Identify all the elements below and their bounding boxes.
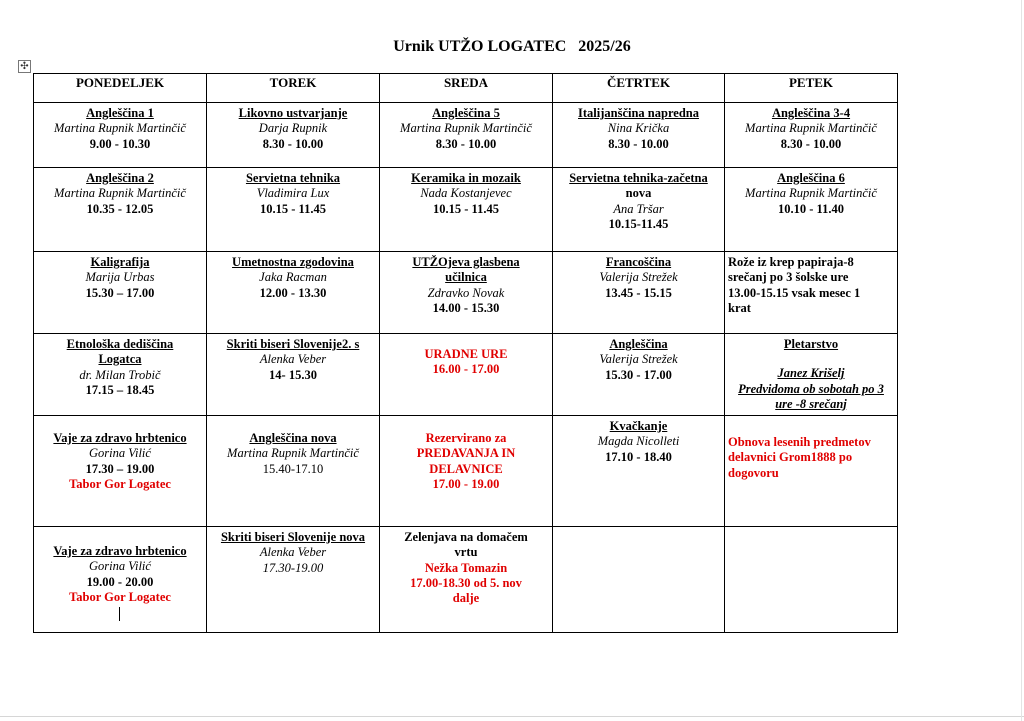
schedule-cell — [725, 416, 898, 527]
instructor-name: Gorina Vilić — [89, 446, 151, 461]
course-title-line-1: Etnološka dediščina — [66, 337, 174, 351]
schedule-cell — [725, 334, 898, 416]
course-title-line-1: Zelenjava na domačem — [404, 530, 528, 544]
instructor-name: Alenka Veber — [259, 545, 327, 560]
table-row — [34, 416, 898, 527]
instructor-name: Alenka Veber — [259, 352, 327, 367]
time-range: 15.40-17.10 — [262, 461, 324, 476]
schedule-cell — [34, 527, 207, 633]
schedule-cell — [725, 252, 898, 334]
time-range: 17.00-18.30 od 5. nov — [410, 575, 522, 590]
instructor-name: dr. Milan Trobič — [79, 367, 161, 382]
schedule-cell — [380, 168, 553, 252]
time-range: 14- 15.30 — [269, 367, 317, 382]
schedule-cell — [34, 168, 207, 252]
workshop-note-line-3: dogovoru — [728, 465, 779, 480]
reserved-time: 17.00 - 19.00 — [432, 476, 500, 491]
instructor-name: Darja Rupnik — [258, 121, 328, 136]
instructor-name: Jaka Racman — [259, 270, 327, 285]
course-title: Umetnostna zgodovina — [232, 255, 354, 269]
instructor-name: Martina Rupnik Martinčič — [400, 121, 532, 136]
course-title: Angleščina 3-4 — [771, 106, 851, 120]
instructor-name: Nada Kostanjevec — [420, 186, 512, 201]
empty-cell — [553, 527, 725, 633]
table-row — [34, 252, 898, 334]
time-range: 17.30 – 19.00 — [85, 461, 155, 476]
course-title: Angleščina — [609, 337, 668, 351]
time-range: 17.10 - 18.40 — [605, 449, 672, 464]
schedule-cell — [725, 168, 898, 252]
instructor-name: Gorina Vilić — [89, 559, 151, 574]
schedule-cell — [380, 334, 553, 416]
office-hours-time: 16.00 - 17.00 — [432, 362, 500, 377]
schedule-cell — [380, 527, 553, 633]
header-row — [34, 74, 898, 103]
instructor-name: Martina Rupnik Martinčič — [54, 186, 186, 201]
instructor-name: Ana Tršar — [613, 201, 664, 216]
schedule-cell — [207, 334, 380, 416]
time-range: 8.30 - 10.00 — [435, 136, 497, 151]
course-title: Pletarstvo — [783, 337, 839, 351]
time-range: 15.30 - 17.00 — [605, 367, 672, 382]
schedule-cell — [34, 252, 207, 334]
instructor-name: Martina Rupnik Martinčič — [745, 121, 877, 136]
location-label: Tabor Gor Logatec — [69, 476, 171, 491]
time-range: 10.15 - 11.45 — [260, 201, 326, 216]
schedule-cell — [207, 527, 380, 633]
course-title-line-2: Logatca — [98, 352, 142, 367]
schedule-cell — [725, 103, 898, 168]
day-header-tuesday: TOREK — [207, 74, 380, 103]
instructor-name: Valerija Strežek — [599, 352, 678, 367]
time-range: 10.10 - 11.40 — [778, 201, 844, 216]
course-title: Skriti biseri Slovenije2. s — [226, 337, 360, 351]
page-bottom-edge — [0, 716, 1024, 717]
course-title-line-1: Servietna tehnika-začetna — [569, 171, 708, 185]
course-title: Vaje za zdravo hrbtenico — [53, 544, 187, 558]
empty-cell — [725, 527, 898, 633]
course-title: Angleščina 1 — [86, 106, 154, 120]
day-header-friday: PETEK — [725, 74, 898, 103]
instructor-name: Marija Urbas — [85, 270, 155, 285]
schedule-cell — [207, 168, 380, 252]
location-label: Tabor Gor Logatec — [69, 589, 171, 604]
move-anchor-icon[interactable]: ✣ — [18, 60, 31, 73]
instructor-name: Martina Rupnik Martinčič — [745, 186, 877, 201]
course-title: Kvačkanje — [609, 419, 668, 433]
schedule-cell — [34, 103, 207, 168]
course-note-line-3: 13.00-15.15 vsak mesec 1 — [728, 285, 861, 300]
workshop-note-line-1: Obnova lesenih predmetov — [728, 435, 871, 449]
time-range: 8.30 - 10.00 — [780, 136, 842, 151]
schedule-cell — [380, 103, 553, 168]
course-title: Italijanščina napredna — [578, 106, 699, 120]
schedule-cell — [553, 103, 725, 168]
schedule-cell — [380, 416, 553, 527]
time-range: 10.35 - 12.05 — [86, 201, 154, 216]
course-note-line-2: ure -8 srečanj — [775, 396, 847, 411]
course-title: Kaligrafija — [90, 255, 150, 269]
course-note-line-1: Predvidoma ob sobotah po 3 — [738, 381, 884, 396]
document-title: Urnik UTŽO LOGATEC 2025/26 — [393, 38, 631, 55]
instructor-name: Janez Krišelj — [777, 366, 845, 381]
instructor-name: Zdravko Novak — [427, 285, 505, 300]
day-header-thursday: ČETRTEK — [553, 74, 725, 103]
time-note: dalje — [452, 591, 480, 606]
page-right-edge — [1021, 0, 1022, 721]
course-title: Servietna tehnika — [245, 171, 341, 185]
time-range: 13.45 - 15.15 — [605, 285, 672, 300]
course-title-line-2: nova — [625, 186, 652, 201]
table-row — [34, 168, 898, 252]
course-title: Angleščina 6 — [777, 171, 845, 185]
instructor-name: Vladimira Lux — [256, 186, 330, 201]
course-title: Keramika in mozaik — [411, 171, 521, 185]
schedule-cell — [553, 168, 725, 252]
course-title: Skriti biseri Slovenije nova — [220, 530, 366, 544]
time-range: 17.15 – 18.45 — [85, 382, 155, 397]
schedule-cell — [553, 252, 725, 334]
course-note-line-2: srečanj po 3 šolske ure — [728, 270, 849, 285]
course-title: Francoščina — [605, 255, 672, 269]
course-note-line-4: krat — [728, 300, 751, 315]
schedule-cell — [34, 416, 207, 527]
schedule-cell — [553, 416, 725, 527]
reserved-label-line-2: PREDAVANJA IN — [416, 446, 516, 461]
course-title: Angleščina nova — [249, 431, 337, 445]
time-range: 9.00 - 10.30 — [89, 136, 151, 151]
schedule-cell — [207, 416, 380, 527]
time-range: 8.30 - 10.00 — [262, 136, 324, 151]
instructor-name: Martina Rupnik Martinčič — [54, 121, 186, 136]
reserved-label-line-3: DELAVNICE — [429, 461, 503, 476]
schedule-cell — [207, 103, 380, 168]
instructor-name: Martina Rupnik Martinčič — [227, 446, 359, 461]
instructor-name: Nina Krička — [607, 121, 670, 136]
instructor-name: Magda Nicolleti — [597, 434, 680, 449]
time-range: 14.00 - 15.30 — [432, 300, 500, 315]
table-row — [34, 103, 898, 168]
course-title: Vaje za zdravo hrbtenico — [53, 431, 187, 445]
course-title-line-2: vrtu — [454, 545, 478, 560]
workshop-note-line-2: delavnici Grom1888 po — [728, 450, 853, 465]
table-row — [34, 527, 898, 633]
instructor-name: Nežka Tomazin — [424, 560, 508, 575]
schedule-cell — [380, 252, 553, 334]
time-range: 19.00 - 20.00 — [86, 574, 154, 589]
instructor-name: Valerija Strežek — [599, 270, 678, 285]
course-note-line-1: Rože iz krep papiraja-8 — [728, 255, 854, 269]
schedule-cell — [34, 334, 207, 416]
time-range: 10.15 - 11.45 — [433, 201, 499, 216]
office-hours-label: URADNE URE — [424, 347, 508, 361]
text-cursor — [119, 607, 120, 621]
day-header-monday: PONEDELJEK — [34, 74, 207, 103]
schedule-cell — [553, 334, 725, 416]
day-header-wednesday: SREDA — [380, 74, 553, 103]
time-range: 8.30 - 10.00 — [608, 136, 669, 151]
time-range: 17.30-19.00 — [262, 560, 324, 575]
reserved-label-line-1: Rezervirano za — [425, 431, 507, 445]
course-title: Likovno ustvarjanje — [238, 106, 348, 120]
course-title: Angleščina 2 — [86, 171, 154, 185]
course-title: Angleščina 5 — [432, 106, 500, 120]
time-range: 15.30 – 17.00 — [85, 285, 155, 300]
table-row — [34, 334, 898, 416]
course-title-line-1: UTŽOjeva glasbena — [412, 255, 520, 269]
schedule-table — [33, 73, 898, 633]
course-title-line-2: učilnica — [445, 270, 487, 285]
schedule-cell — [207, 252, 380, 334]
time-range: 12.00 - 13.30 — [259, 285, 327, 300]
time-range: 10.15-11.45 — [608, 216, 669, 231]
